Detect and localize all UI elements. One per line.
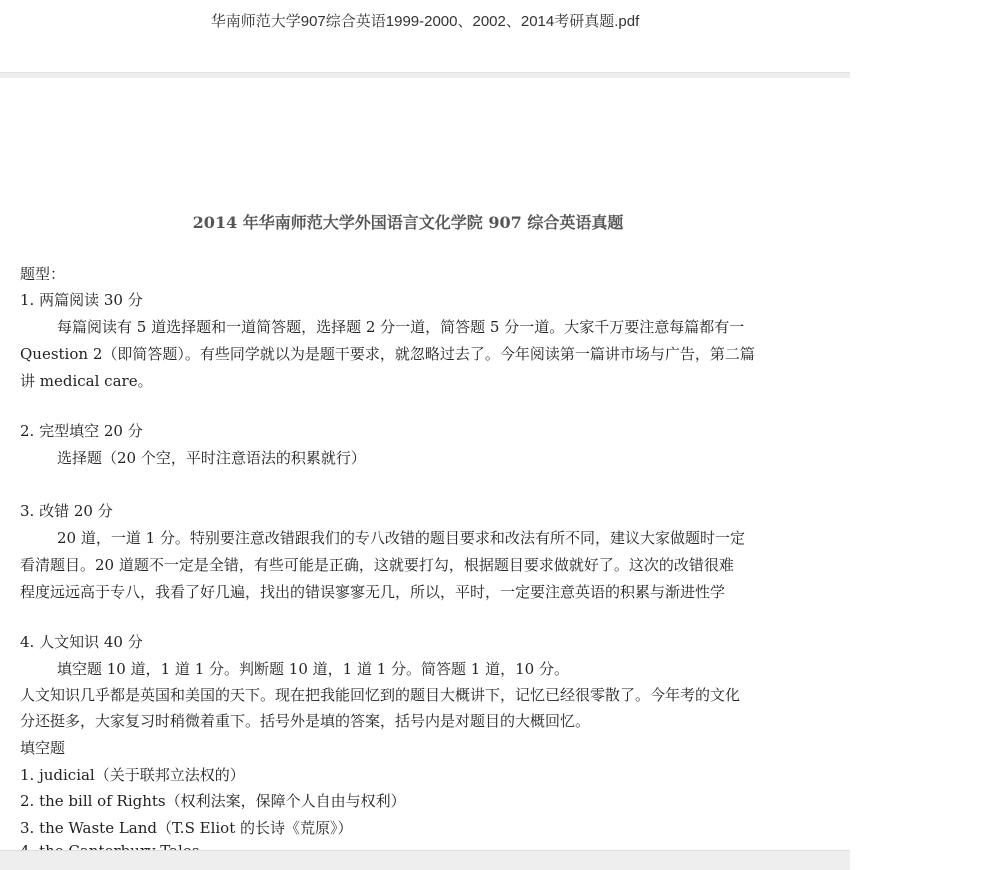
paragraph-line: Question 2（即简答题）。有些同学就以为是题干要求，就忽略过去了。今年阅读第一篇讲市场与广告，第二篇 — [20, 345, 755, 363]
list-item: 2. the bill of Rights（权利法案，保障个人自由与权利） — [20, 792, 406, 810]
viewer-header — [0, 0, 850, 72]
section-label: 题型： — [20, 265, 66, 283]
list-item: 1. judicial（关于联邦立法权的） — [20, 766, 245, 784]
file-title: 华南师范大学907综合英语1999-2000、2002、2014考研真题.pdf — [210, 13, 640, 30]
section-heading-culture: 4. 人文知识 40 分 — [20, 633, 143, 651]
paragraph-line: 分还挺多，大家复习时稍微着重下。括号外是填的答案，括号内是对题目的大概回忆。 — [20, 712, 591, 730]
paragraph-line: 20 道，一道 1 分。特别要注意改错跟我们的专八改错的题目要求和改法有所不同，建议大家做题时一定 — [57, 529, 745, 547]
paragraph-line: 看清题目。20 道题不一定是全错，有些可能是正确，这就要打勾，根据题目要求做就好了。这次的改错很难 — [20, 556, 734, 574]
paragraph-line: 填空题 10 道，1 道 1 分。判断题 10 道，1 道 1 分。简答题 1 道，10 分。 — [57, 660, 569, 678]
paragraph-line: 人文知识几乎都是英国和美国的天下。现在把我能回忆到的题目大概讲下，记忆已经很零散了。今年考的文化 — [20, 686, 741, 704]
paragraph-line: 选择题（20 个空，平时注意语法的积累就行） — [57, 449, 366, 467]
paragraph-line: 每篇阅读有 5 道选择题和一道简答题，选择题 2 分一道，简答题 5 分一道。大家千万要注意每篇都有一 — [57, 318, 745, 336]
section-heading-cloze: 2. 完型填空 20 分 — [20, 422, 143, 440]
pdf-viewer[interactable] — [0, 78, 850, 850]
document-title: 2014 年华南师范大学外国语言文化学院 907 综合英语真题 — [192, 213, 624, 232]
section-heading-correction: 3. 改错 20 分 — [20, 502, 113, 520]
pdf-page — [0, 78, 1000, 850]
subsection-label: 填空题 — [20, 739, 66, 757]
list-item: 3. the Waste Land（T.S Eliot 的长诗《荒原》） — [20, 819, 353, 837]
paragraph-line: 讲 medical care。 — [20, 372, 153, 390]
footer-divider — [0, 850, 850, 870]
section-heading-reading: 1. 两篇阅读 30 分 — [20, 291, 143, 309]
paragraph-line: 程度远远高于专八，我看了好几遍，找出的错误寥寥无几，所以，平时，一定要注意英语的积累与渐进性学 — [20, 583, 726, 601]
